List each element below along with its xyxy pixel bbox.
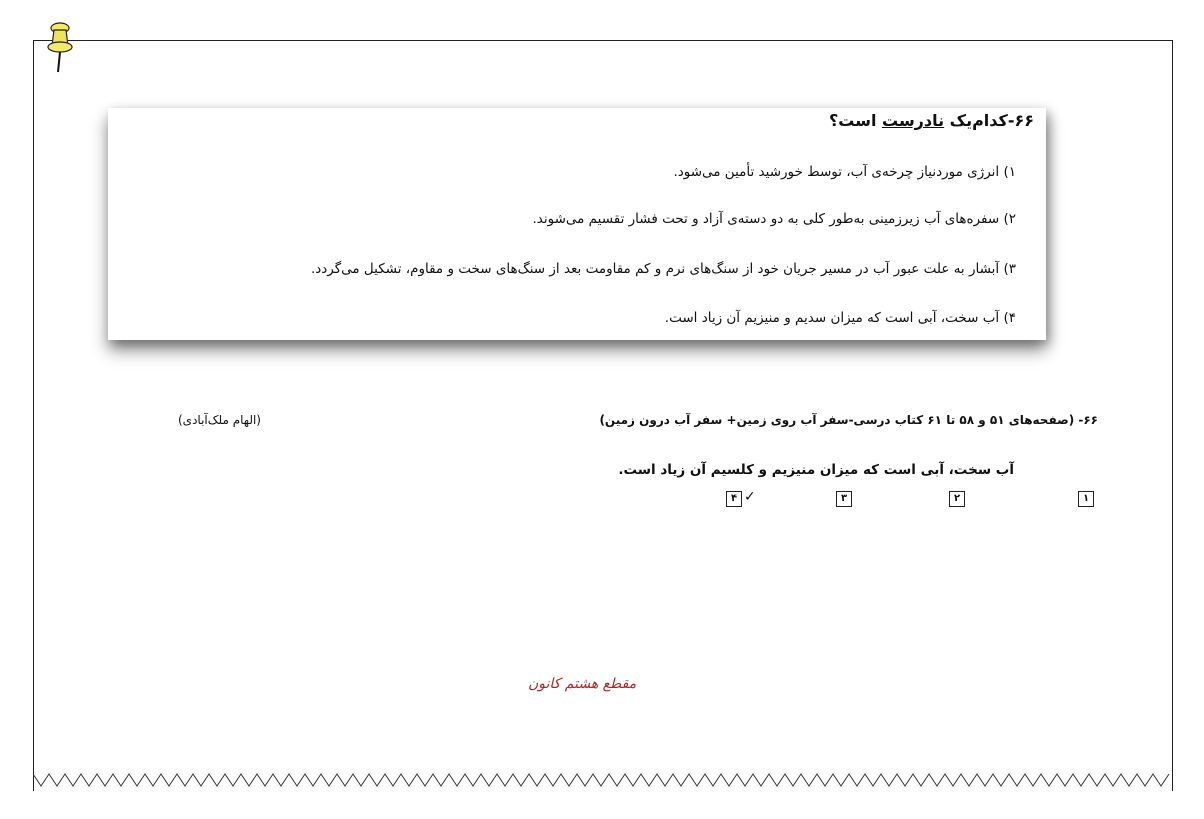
option-3: ۳) آبشار به علت عبور آب در مسیر جریان خود از سنگ‌های نرم و کم مقاومت بعد از سنگ‌های سخت و مقاوم، تشکیل می‌گردد. [310,261,1016,277]
answer-explanation: آب سخت، آبی است که میزان منیزیم و کلسیم آن زیاد است. [618,462,1014,478]
checkmark-icon: ✓ [744,489,756,505]
footer-label: مقطع هشتم کانون [528,676,637,692]
choice-box-4: ۴ [726,491,742,507]
question-title: ۶۶-کدام‌یک نادرست است؟ [828,111,1034,130]
question-card [108,108,1046,340]
choice-box-2: ۲ [949,491,965,507]
option-2: ۲) سفره‌های آب زیرزمینی به‌طور کلی به دو دسته‌ی آزاد و تحت فشار تقسیم می‌شوند. [532,211,1016,227]
title-underlined-word: نادرست [882,111,945,130]
author-name: (الهام ملک‌آبادی) [178,413,261,427]
torn-edge [33,772,1172,794]
choice-box-3: ۳ [836,491,852,507]
option-1: ۱) انرژی موردنیاز چرخه‌ی آب، توسط خورشید تأمین می‌شود. [673,164,1016,180]
answer-header: ۶۶- (صفحه‌های ۵۱ و ۵۸ تا ۶۱ کتاب درسی-سفر آب روی زمین+ سفر آب درون زمین) [599,413,1098,427]
choice-box-1: ۱ [1078,491,1094,507]
pushpin-icon [36,20,76,74]
option-4: ۴) آب سخت، آبی است که میزان سدیم و منیزیم آن زیاد است. [664,310,1016,326]
